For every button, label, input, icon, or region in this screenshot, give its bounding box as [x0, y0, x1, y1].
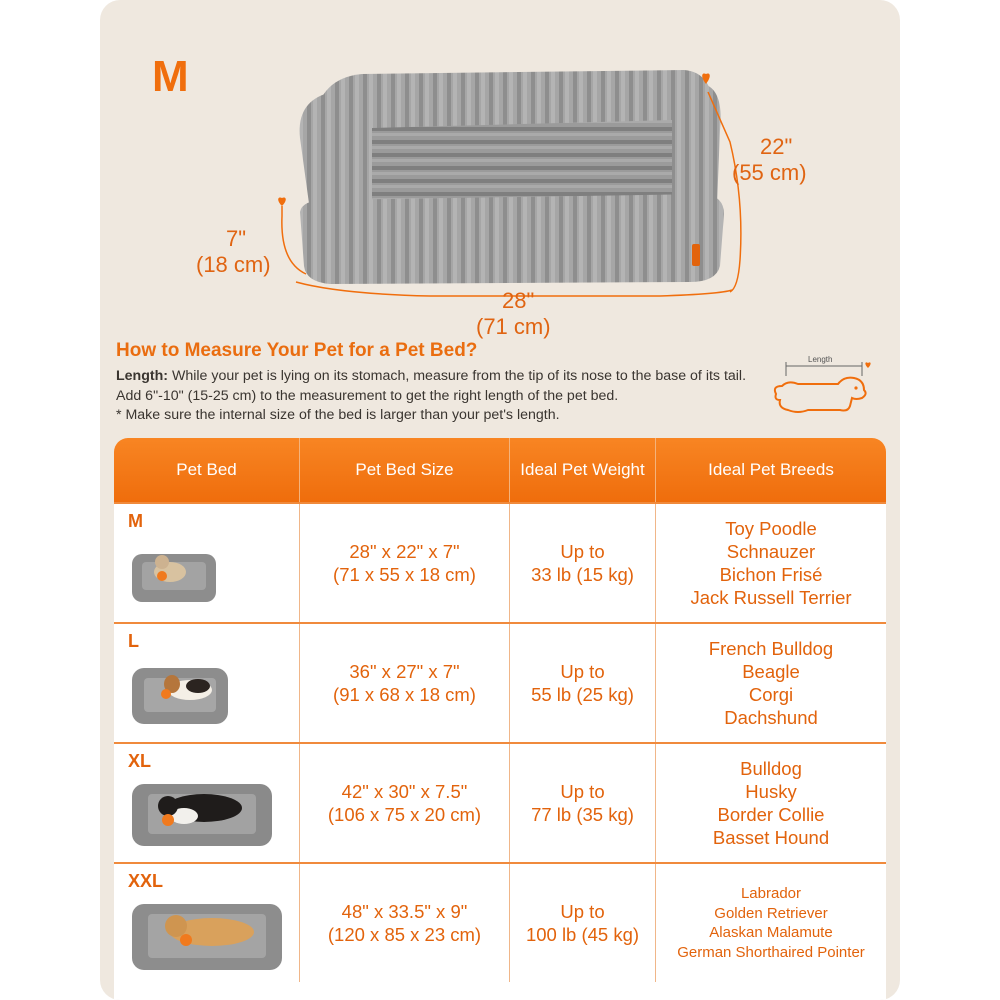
breed-item: Beagle	[742, 661, 800, 682]
header-pet-bed-size: Pet Bed Size	[300, 438, 510, 502]
size-table	[114, 438, 886, 1000]
bed-size-cell	[300, 864, 510, 982]
weight-prefix: Up to	[560, 541, 605, 562]
breed-item: French Bulldog	[708, 638, 834, 659]
bed-with-border-collie-image	[128, 776, 288, 858]
dog-icon-length-label: Length	[808, 355, 833, 364]
pet-breeds-cell	[656, 504, 886, 622]
height-in-label: 7"	[226, 226, 247, 251]
bed-size-cm: (71 x 55 x 18 cm)	[333, 564, 476, 585]
bed-size-cell	[300, 624, 510, 742]
length-cm-label: (71 cm)	[476, 314, 551, 339]
row-size-label: XXL	[128, 871, 164, 891]
header-pet-bed: Pet Bed	[114, 438, 300, 502]
length-in-label: 28"	[502, 288, 535, 313]
breed-item: Toy Poodle	[725, 518, 817, 539]
bed-tag	[692, 244, 700, 266]
row-size-label: XL	[128, 751, 152, 771]
pet-breeds-cell	[656, 864, 886, 982]
bed-size-in: 48" x 33.5" x 9"	[341, 901, 468, 922]
pet-bed-cell	[114, 864, 300, 982]
weight-value: 100 lb (45 kg)	[525, 924, 640, 945]
product-card	[100, 0, 900, 1000]
width-in-label: 22"	[760, 134, 793, 159]
weight-value: 33 lb (15 kg)	[531, 564, 634, 585]
bed-size-in: 28" x 22" x 7"	[349, 541, 460, 562]
bed-size-in: 42" x 30" x 7.5"	[341, 781, 468, 802]
pet-weight-cell	[510, 864, 656, 982]
row-size-label: M	[128, 511, 143, 531]
height-cm-label: (18 cm)	[196, 252, 271, 277]
breed-item: Bulldog	[740, 758, 802, 779]
header-ideal-pet-breeds: Ideal Pet Breeds	[708, 460, 834, 479]
bed-front-rim	[300, 194, 724, 284]
breed-item: Dachshund	[724, 707, 818, 728]
length-label: Length:	[116, 368, 169, 384]
pet-breeds-cell	[656, 744, 886, 862]
width-cm-label: (55 cm)	[732, 160, 807, 185]
breed-item: Border Collie	[717, 804, 825, 825]
pet-weight-cell	[510, 744, 656, 862]
weight-prefix: Up to	[560, 781, 605, 802]
pet-bed-cell	[114, 504, 300, 622]
dog-length-icon	[768, 350, 880, 422]
row-size-label: L	[128, 631, 139, 651]
bed-size-cm: (120 x 85 x 23 cm)	[327, 924, 482, 945]
bed-size-cm: (91 x 68 x 18 cm)	[333, 684, 476, 705]
size-letter: M	[152, 52, 189, 101]
weight-prefix: Up to	[560, 901, 605, 922]
pet-weight-cell	[510, 504, 656, 622]
breed-item: Labrador	[740, 885, 802, 902]
bed-size-cm: (106 x 75 x 20 cm)	[327, 804, 482, 825]
breed-item: Golden Retriever	[714, 904, 828, 922]
guide-note: * Make sure the internal size of the bed is larger than your pet's length.	[116, 407, 560, 423]
table-row	[114, 502, 886, 622]
breed-item: Schnauzer	[726, 541, 816, 562]
table-row	[114, 862, 886, 982]
weight-value: 55 lb (25 kg)	[531, 684, 634, 705]
heart-marker-height	[278, 197, 286, 206]
pet-breeds-cell	[656, 624, 886, 742]
breed-item: Alaskan Malamute	[709, 924, 833, 941]
length-text: While your pet is lying on its stomach, measure from the tip of its nose to the base of its tail. Add 6"-10" (15-25 cm) to the measurement to get the right length of the pet bed.	[116, 368, 747, 404]
guide-title: How to Measure Your Pet for a Pet Bed?	[116, 340, 478, 361]
breed-item: German Shorthaired Pointer	[677, 943, 865, 961]
pet-bed-cell	[114, 624, 300, 742]
bed-with-golden-retriever-image	[128, 896, 288, 978]
table-header	[114, 438, 886, 502]
breed-item: Husky	[745, 781, 797, 802]
header-ideal-pet-weight: Ideal Pet Weight	[510, 438, 656, 502]
pet-bed-cell	[114, 744, 300, 862]
table-row	[114, 742, 886, 862]
bed-size-cell	[300, 744, 510, 862]
table-row	[114, 622, 886, 742]
guide-description	[116, 367, 756, 426]
breed-item: Basset Hound	[712, 827, 830, 848]
breed-item: Jack Russell Terrier	[690, 587, 852, 608]
bed-size-in: 36" x 27" x 7"	[349, 661, 460, 682]
bed-size-cell	[300, 504, 510, 622]
breed-item: Bichon Frisé	[719, 564, 823, 585]
bed-with-toy-poodle-image	[128, 536, 288, 618]
pet-weight-cell	[510, 624, 656, 742]
bed-with-beagle-image	[128, 656, 288, 738]
weight-prefix: Up to	[560, 661, 605, 682]
weight-value: 77 lb (35 kg)	[531, 804, 634, 825]
breed-item: Corgi	[748, 684, 794, 705]
